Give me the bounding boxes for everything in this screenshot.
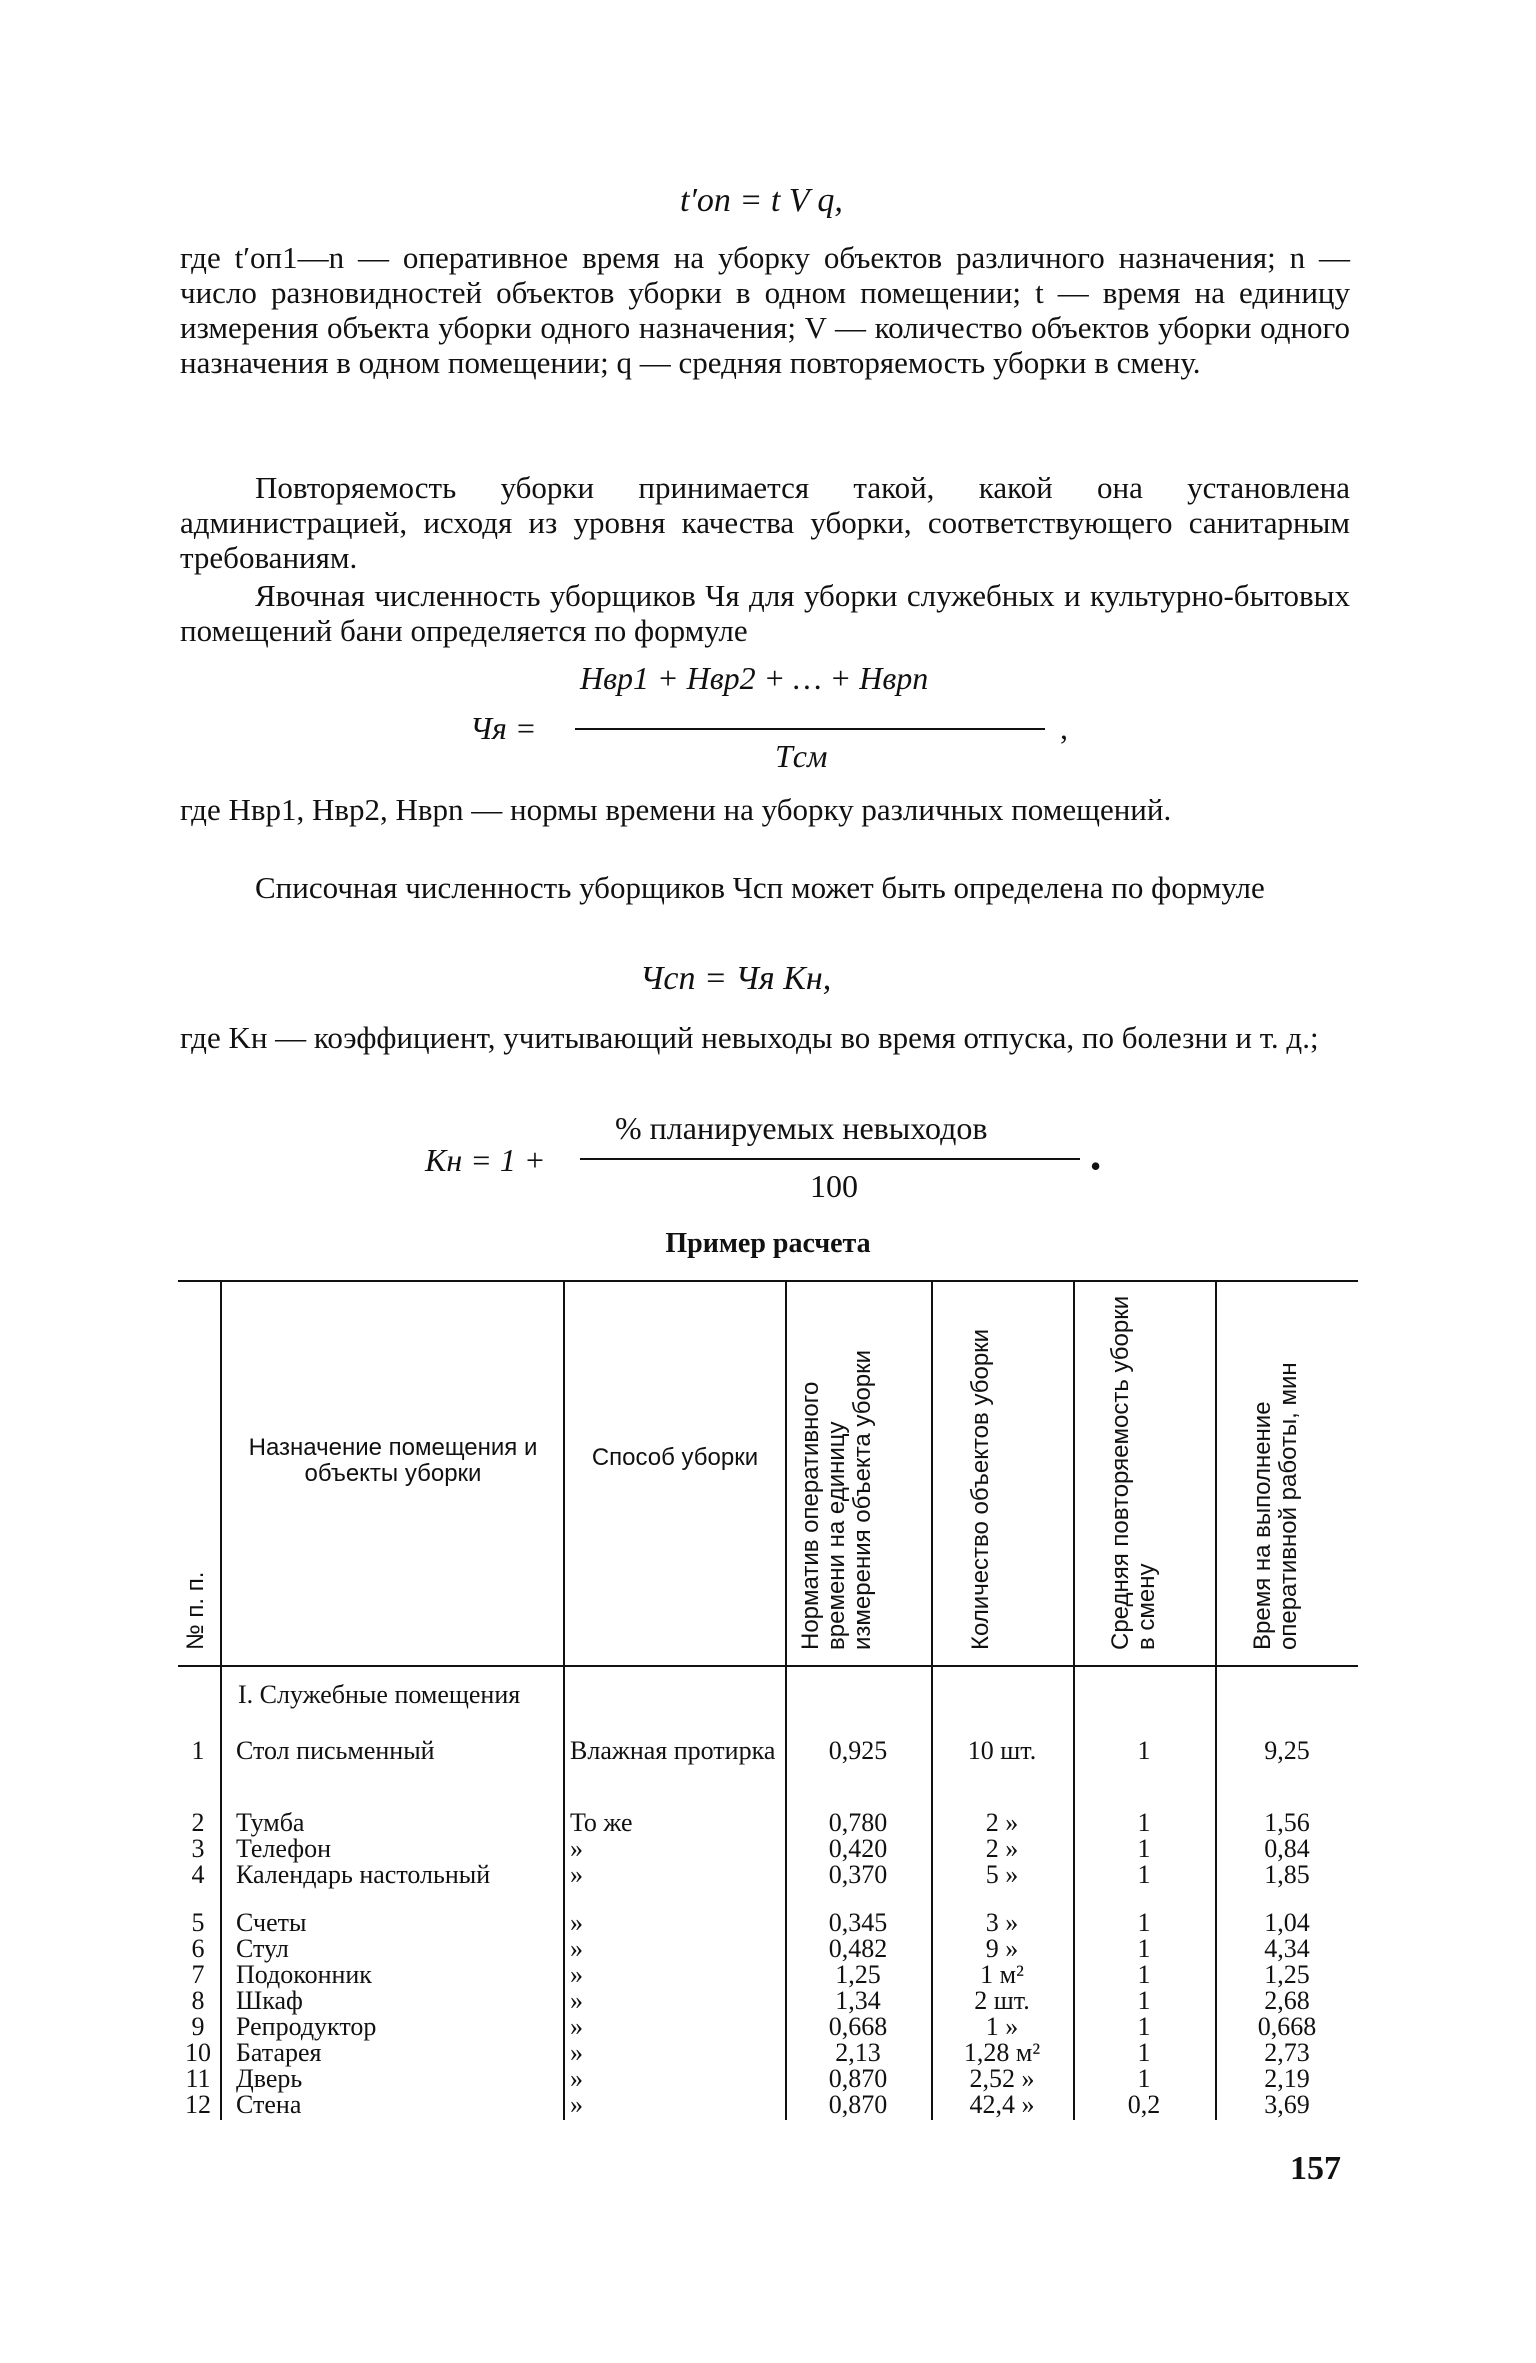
formula4-fraction-bar <box>580 1158 1080 1160</box>
paragraph-repeatability: Повторяемость уборки принимается такой, какой она установлена администрацией, исходя из уровня качества уборки, соответствующего санитарным требованиям. <box>180 470 1350 575</box>
cell-repeat: 1 <box>1137 1934 1151 1963</box>
cell-object: Стена <box>236 2090 302 2119</box>
cell-repeat: 1 <box>1137 1986 1151 2015</box>
formula-coefficient <box>425 1110 1145 1210</box>
table-header-rule <box>178 1665 1358 1667</box>
cell-method: » <box>570 1908 583 1937</box>
formula2-tail: , <box>1060 710 1068 746</box>
cell-object: Подоконник <box>236 1960 372 1989</box>
cell-num: 1 <box>191 1736 205 1765</box>
cell-method: » <box>570 2012 583 2041</box>
cell-object: Телефон <box>236 1834 332 1863</box>
cell-method: » <box>570 1934 583 1963</box>
cell-repeat: 1 <box>1137 1908 1151 1937</box>
cell-num: 11 <box>185 2064 211 2093</box>
cell-object: Репродуктор <box>236 2012 377 2041</box>
formula4-denominator: 100 <box>810 1168 858 1204</box>
cell-norm: 0,420 <box>828 1834 888 1863</box>
cell-norm: 0,370 <box>828 1860 888 1889</box>
calculation-table <box>178 1280 1358 2120</box>
cell-norm: 0,345 <box>828 1908 888 1937</box>
col-divider <box>220 1280 222 2120</box>
cell-count: 2 » <box>985 1834 1019 1863</box>
cell-repeat: 1 <box>1137 1736 1151 1765</box>
cell-repeat: 1 <box>1137 1960 1151 1989</box>
formula2-lhs: Чя = <box>470 710 537 746</box>
cell-count: 42,4 » <box>969 2090 1035 2119</box>
cell-time: 0,84 <box>1264 1834 1310 1863</box>
cell-method: » <box>570 1834 583 1863</box>
header-method: Способ уборки <box>591 1444 759 1471</box>
cell-method: » <box>570 1986 583 2015</box>
cell-norm: 1,34 <box>835 1986 881 2015</box>
cell-norm: 0,780 <box>828 1808 888 1837</box>
cell-object: Стол письменный <box>236 1736 435 1765</box>
cell-time: 1,85 <box>1264 1860 1310 1889</box>
cell-repeat: 1 <box>1137 1860 1151 1889</box>
col-divider <box>931 1280 933 2120</box>
formula4-numerator: % планируемых невыходов <box>615 1110 988 1146</box>
cell-num: 12 <box>185 2090 211 2119</box>
table-top-rule <box>178 1280 1358 1282</box>
section-title: I. Служебные помещения <box>238 1680 521 1709</box>
cell-count: 5 » <box>985 1860 1019 1889</box>
formula-operative-time: t′оп = t V q, <box>680 182 843 219</box>
cell-norm: 0,870 <box>828 2090 888 2119</box>
header-num: № п. п. <box>182 1571 209 1650</box>
cell-time: 3,69 <box>1264 2090 1310 2119</box>
cell-method: » <box>570 2090 583 2119</box>
paragraph-list-count: Списочная численность уборщиков Чсп может быть определена по формуле <box>255 870 1265 905</box>
cell-norm: 0,482 <box>828 1934 888 1963</box>
cell-num: 7 <box>191 1960 205 1989</box>
col-divider <box>563 1280 565 2120</box>
cell-object: Батарея <box>236 2038 322 2067</box>
header-time: Время на выполнение оперативной работы, мин <box>1249 1362 1302 1650</box>
cell-num: 4 <box>191 1860 205 1889</box>
cell-method: То же <box>570 1808 633 1837</box>
formula4-lhs: Kн = 1 + <box>425 1142 546 1178</box>
cell-count: 9 » <box>985 1934 1019 1963</box>
cell-method: » <box>570 1860 583 1889</box>
formula-list-count: Чсп = Чя Kн, <box>640 960 832 997</box>
paragraph-definitions: где t′оп1—n — оперативное время на уборку объектов различного назначения; n — число разновидностей объектов уборки в одном помещении; t — время на единицу измерения объекта уборки одного назначения; V — количество объектов уборки одного назначения в одном помещении; q — средняя повторяемость уборки в смену. <box>180 240 1350 380</box>
cell-count: 1 м² <box>980 1960 1024 1989</box>
paragraph-attendance: Явочная численность уборщиков Чя для уборки служебных и культурно-бытовых помещений бани определяется по формуле <box>180 578 1350 648</box>
formula2-denominator: Tсм <box>775 738 828 774</box>
cell-time: 2,73 <box>1264 2038 1310 2067</box>
header-purpose: Назначение помещения и объекты уборки <box>248 1434 538 1487</box>
cell-num: 10 <box>185 2038 211 2067</box>
cell-time: 1,25 <box>1264 1960 1310 1989</box>
formula2-numerator: Hвр1 + Hвр2 + … + Hврn <box>580 660 929 696</box>
cell-repeat: 1 <box>1137 1808 1151 1837</box>
cell-time: 0,668 <box>1257 2012 1317 2041</box>
col-divider <box>785 1280 787 2120</box>
cell-norm: 0,870 <box>828 2064 888 2093</box>
paragraph-norms: где Hвр1, Hвр2, Hврn — нормы времени на уборку различных помещений. <box>180 792 1172 827</box>
cell-time: 1,04 <box>1264 1908 1310 1937</box>
cell-num: 5 <box>191 1908 205 1937</box>
cell-norm: 0,668 <box>828 2012 888 2041</box>
col-divider <box>1073 1280 1075 2120</box>
cell-object: Календарь настольный <box>236 1860 491 1889</box>
cell-method: » <box>570 2064 583 2093</box>
cell-count: 2 » <box>985 1808 1019 1837</box>
cell-repeat: 1 <box>1137 2038 1151 2067</box>
cell-repeat: 1 <box>1137 1834 1151 1863</box>
page-number: 157 <box>1290 2150 1341 2187</box>
formula4-tail: • <box>1090 1148 1102 1184</box>
cell-num: 3 <box>191 1834 205 1863</box>
paragraph-coefficient: где Kн — коэффициент, учитывающий невыходы во время отпуска, по болезни и т. д.; <box>180 1020 1319 1055</box>
cell-num: 8 <box>191 1986 205 2015</box>
cell-count: 1,28 м² <box>963 2038 1041 2067</box>
cell-count: 3 » <box>985 1908 1019 1937</box>
cell-num: 2 <box>191 1808 205 1837</box>
cell-num: 6 <box>191 1934 205 1963</box>
cell-object: Тумба <box>236 1808 305 1837</box>
cell-time: 9,25 <box>1264 1736 1310 1765</box>
cell-time: 2,68 <box>1264 1986 1310 2015</box>
cell-count: 2,52 » <box>969 2064 1035 2093</box>
cell-repeat: 1 <box>1137 2012 1151 2041</box>
cell-object: Стул <box>236 1934 289 1963</box>
formula-attendance-count <box>470 660 1070 780</box>
header-count: Количество объектов уборки <box>967 1328 994 1650</box>
cell-repeat: 0,2 <box>1127 2090 1161 2119</box>
cell-time: 4,34 <box>1264 1934 1310 1963</box>
cell-time: 2,19 <box>1264 2064 1310 2093</box>
cell-method: Влажная протирка <box>570 1736 776 1765</box>
cell-object: Шкаф <box>236 1986 303 2015</box>
header-repeat: Средняя повторяемость уборки в смену <box>1107 1295 1160 1650</box>
cell-norm: 1,25 <box>835 1960 881 1989</box>
cell-object: Счеты <box>236 1908 307 1937</box>
cell-object: Дверь <box>236 2064 303 2093</box>
cell-count: 10 шт. <box>967 1736 1037 1765</box>
cell-count: 2 шт. <box>974 1986 1030 2015</box>
cell-count: 1 » <box>985 2012 1019 2041</box>
formula2-fraction-bar <box>575 728 1045 730</box>
col-divider <box>1215 1280 1217 2120</box>
cell-time: 1,56 <box>1264 1808 1310 1837</box>
cell-repeat: 1 <box>1137 2064 1151 2093</box>
cell-method: » <box>570 2038 583 2067</box>
cell-norm: 0,925 <box>828 1736 888 1765</box>
header-norm: Норматив оперативного времени на единицу измерения объекта уборки <box>797 1349 876 1650</box>
cell-num: 9 <box>191 2012 205 2041</box>
table-caption: Пример расчета <box>665 1228 871 1259</box>
cell-norm: 2,13 <box>835 2038 881 2067</box>
cell-method: » <box>570 1960 583 1989</box>
